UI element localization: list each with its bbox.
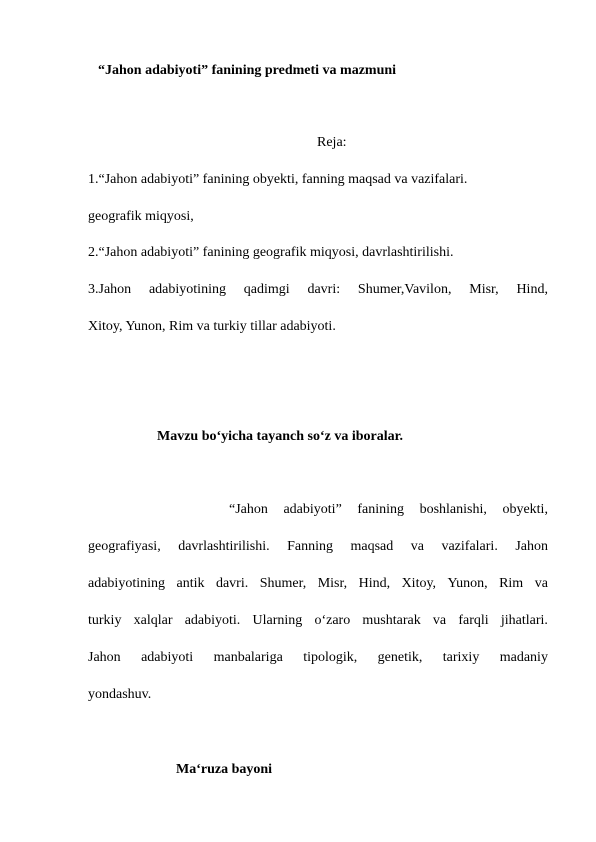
- word: obyekti,: [502, 502, 548, 517]
- word: antik: [176, 576, 205, 591]
- plan-item-3-continuation: Xitoy, Yunon, Rim va turkiy tillar adabiyoti.: [88, 319, 336, 334]
- word: manbalariga: [213, 650, 283, 665]
- word: va: [534, 576, 548, 591]
- keywords-line-5: [88, 650, 548, 666]
- lecture-heading: Ma‘ruza bayoni: [176, 762, 273, 777]
- word: boshlanishi,: [419, 502, 487, 517]
- word: qadimgi: [243, 282, 290, 297]
- plan-item-2: 2.“Jahon adabiyoti” fanining geografik miqyosi, davrlashtirilishi.: [88, 245, 454, 260]
- word: Misr,: [469, 282, 499, 297]
- word: Fanning: [287, 539, 333, 554]
- word: geografiyasi,: [88, 539, 161, 554]
- word: Hind,: [516, 282, 548, 297]
- word: Jahon: [515, 539, 548, 554]
- plan-item-1: 1.“Jahon adabiyoti” fanining obyekti, fanning maqsad va vazifalari.: [88, 172, 468, 187]
- keywords-line-6: yondashuv.: [88, 687, 152, 702]
- plan-heading: Reja:: [317, 135, 347, 150]
- word: Misr,: [317, 576, 348, 591]
- word: Yunon,: [447, 576, 488, 591]
- plan-item-1-continuation: geografik miqyosi,: [88, 209, 194, 224]
- word: Xitoy,: [401, 576, 437, 591]
- keywords-line-1: [229, 502, 548, 518]
- word: Ularning: [252, 613, 303, 628]
- word: jihatlari.: [500, 613, 548, 628]
- word: davri.: [215, 576, 249, 591]
- word: adabiyoti”: [283, 502, 342, 517]
- keywords-heading: Mavzu bo‘yicha tayanch so‘z va iboralar.: [157, 429, 404, 444]
- word: Rim: [499, 576, 524, 591]
- keywords-line-3: [88, 576, 548, 592]
- word: adabiyotining: [88, 576, 165, 591]
- word: genetik,: [377, 650, 423, 665]
- word: adabiyotining: [148, 282, 226, 297]
- word: xalqlar: [133, 613, 173, 628]
- word: vazifalari.: [441, 539, 498, 554]
- word: turkiy: [88, 613, 122, 628]
- word: davrlashtirilishi.: [178, 539, 270, 554]
- word: mushtarak: [362, 613, 421, 628]
- word: va: [432, 613, 447, 628]
- word: 3.Jahon: [88, 282, 132, 297]
- word: tarixiy: [442, 650, 480, 665]
- keywords-line-2: [88, 539, 548, 555]
- word: o‘zaro: [314, 613, 351, 628]
- word: madaniy: [499, 650, 548, 665]
- word: va: [410, 539, 424, 554]
- plan-item-3: [88, 282, 548, 298]
- word: tipologik,: [303, 650, 358, 665]
- word: adabiyoti.: [184, 613, 241, 628]
- word: Shumer,: [259, 576, 307, 591]
- word: “Jahon: [229, 502, 268, 517]
- document-title: “Jahon adabiyoti” fanining predmeti va mazmuni: [98, 63, 397, 78]
- word: davri:: [307, 282, 341, 297]
- word: farqli: [458, 613, 489, 628]
- word: maqsad: [350, 539, 394, 554]
- word: fanining: [357, 502, 405, 517]
- word: Jahon: [88, 650, 121, 665]
- word: Shumer,Vavilon,: [357, 282, 452, 297]
- word: adabiyoti: [141, 650, 194, 665]
- keywords-line-4: [88, 613, 548, 629]
- word: Hind,: [358, 576, 391, 591]
